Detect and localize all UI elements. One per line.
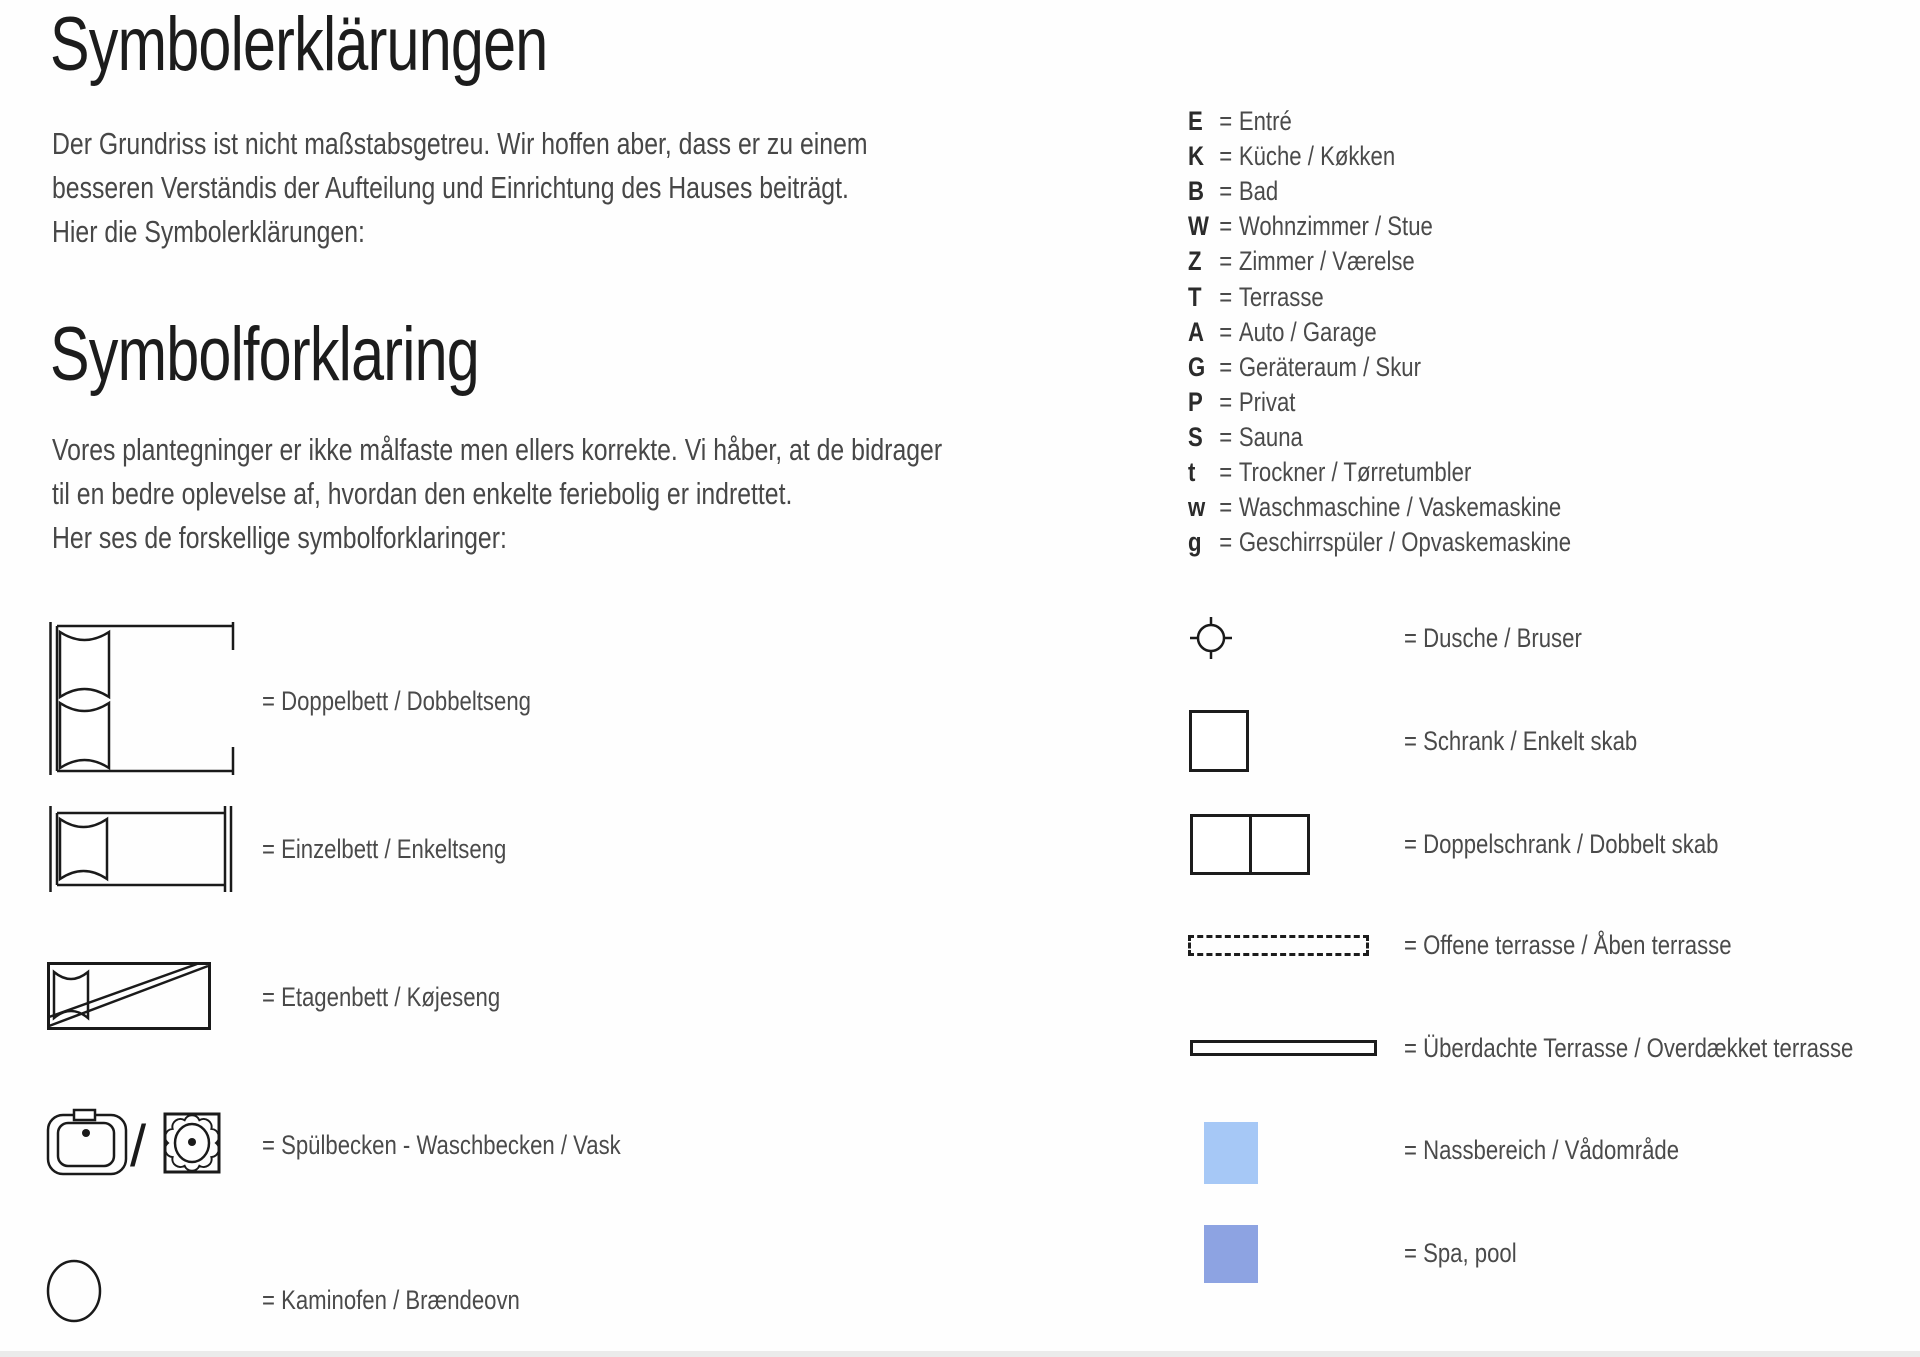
intro-danish xyxy=(52,428,942,560)
room-key-letter: K xyxy=(1188,141,1204,172)
round-basin-icon xyxy=(163,1112,221,1174)
room-key-row xyxy=(1188,385,1571,420)
room-key-row xyxy=(1188,279,1571,314)
equals-sign: = xyxy=(1219,106,1233,137)
intro-german-line: Der Grundriss ist nicht maßstabsgetreu. Wir hoffen aber, dass er zu einem xyxy=(52,126,868,161)
equals-sign: = xyxy=(1219,492,1233,523)
equals-sign: = xyxy=(1219,351,1233,382)
intro-german-line: Hier die Symbolerklärungen: xyxy=(52,214,365,249)
room-key-list xyxy=(1188,104,1655,560)
equals-sign: = xyxy=(1219,421,1233,452)
room-key-row xyxy=(1188,104,1571,139)
room-key-letter: G xyxy=(1188,351,1206,382)
room-key-label: Auto / Garage xyxy=(1238,316,1377,347)
room-key-letter: P xyxy=(1188,386,1203,417)
room-key-row xyxy=(1188,315,1571,350)
room-key-label: Zimmer / Værelse xyxy=(1238,246,1415,277)
intro-danish-line: til en bedre oplevelse af, hvordan den enkelte feriebolig er indrettet. xyxy=(52,476,793,511)
double-cabinet-icon xyxy=(1190,814,1310,875)
room-key-label: Waschmaschine / Vaskemaskine xyxy=(1238,492,1562,523)
spa-pool-label: = Spa, pool xyxy=(1404,1238,1517,1268)
single-bed-label: = Einzelbett / Enkeltseng xyxy=(262,834,507,864)
double-bed-icon xyxy=(49,622,237,775)
room-key-letter: g xyxy=(1188,527,1202,558)
room-key-label: Geräteraum / Skur xyxy=(1238,351,1421,382)
shower-icon xyxy=(1188,615,1234,661)
room-key-row xyxy=(1188,350,1571,385)
room-key-letter: A xyxy=(1188,316,1204,347)
room-key-label: Terrasse xyxy=(1238,281,1324,312)
intro-danish-line: Her ses de forskellige symbolforklaringer: xyxy=(52,520,507,555)
room-key-letter: S xyxy=(1188,421,1203,452)
bunk-bed-icon xyxy=(47,962,211,1030)
room-key-label: Geschirrspüler / Opvaskemaskine xyxy=(1238,527,1572,558)
equals-sign: = xyxy=(1219,281,1233,312)
equals-sign: = xyxy=(1219,456,1233,487)
room-key-label: Wohnzimmer / Stue xyxy=(1238,211,1433,242)
shower-label: = Dusche / Bruser xyxy=(1404,623,1582,653)
room-key-row xyxy=(1188,490,1571,525)
room-key-label: Privat xyxy=(1238,386,1296,417)
room-key-row xyxy=(1188,525,1571,560)
double-cabinet-label: = Doppelschrank / Dobbelt skab xyxy=(1404,829,1719,859)
wood-stove-icon xyxy=(45,1258,103,1324)
room-key-label: Bad xyxy=(1238,176,1279,207)
room-key-letter: W xyxy=(1188,211,1209,242)
intro-german-line: besseren Verständis der Aufteilung und Einrichtung des Hauses beiträgt. xyxy=(52,170,849,205)
room-key-row xyxy=(1188,455,1571,490)
room-key-letter: T xyxy=(1188,281,1202,312)
room-key-letter: B xyxy=(1188,176,1204,207)
covered-terrace-icon xyxy=(1190,1040,1377,1056)
wet-area-icon xyxy=(1204,1122,1258,1184)
cabinet-divider xyxy=(1249,817,1252,872)
room-key-row xyxy=(1188,209,1571,244)
room-key-label: Sauna xyxy=(1238,421,1303,452)
wet-area-label: = Nassbereich / Vådområde xyxy=(1404,1135,1680,1165)
covered-terrace-label: = Überdachte Terrasse / Overdækket terrasse xyxy=(1404,1033,1854,1063)
equals-sign: = xyxy=(1219,176,1233,207)
room-key-row xyxy=(1188,139,1571,174)
sink-label: = Spülbecken - Waschbecken / Vask xyxy=(262,1130,621,1160)
equals-sign: = xyxy=(1219,141,1233,172)
double-bed-label: = Doppelbett / Dobbeltseng xyxy=(262,686,531,716)
room-key-letter: t xyxy=(1188,456,1196,487)
open-terrace-icon xyxy=(1188,935,1369,956)
single-bed-icon xyxy=(49,806,233,892)
equals-sign: = xyxy=(1219,527,1233,558)
open-terrace-label: = Offene terrasse / Åben terrasse xyxy=(1404,930,1732,960)
single-cabinet-label: = Schrank / Enkelt skab xyxy=(1404,726,1638,756)
equals-sign: = xyxy=(1219,386,1233,417)
room-key-label: Küche / Køkken xyxy=(1238,141,1396,172)
room-key-row xyxy=(1188,244,1571,279)
equals-sign: = xyxy=(1219,211,1233,242)
intro-german xyxy=(52,122,868,254)
single-cabinet-icon xyxy=(1189,710,1249,772)
room-key-letter: Z xyxy=(1188,246,1202,277)
room-key-row xyxy=(1188,174,1571,209)
bunk-bed-label: = Etagenbett / Køjeseng xyxy=(262,982,501,1012)
wood-stove-label: = Kaminofen / Brændeovn xyxy=(262,1285,520,1315)
sink-separator-slash: / xyxy=(130,1114,147,1179)
room-key-row xyxy=(1188,420,1571,455)
page-title-german: Symbolerklärungen xyxy=(50,2,548,87)
spa-pool-icon xyxy=(1204,1225,1258,1283)
equals-sign: = xyxy=(1219,316,1233,347)
room-key-letter: w xyxy=(1188,492,1206,523)
intro-danish-line: Vores plantegninger er ikke målfaste men ellers korrekte. Vi håber, at de bidrager xyxy=(52,432,943,467)
page-bottom-edge xyxy=(0,1351,1920,1357)
room-key-label: Entré xyxy=(1238,106,1292,137)
sink-icon xyxy=(46,1108,128,1176)
room-key-letter: E xyxy=(1188,106,1203,137)
room-key-label: Trockner / Tørretumbler xyxy=(1238,456,1472,487)
equals-sign: = xyxy=(1219,246,1233,277)
page-title-danish: Symbolforklaring xyxy=(50,312,479,397)
